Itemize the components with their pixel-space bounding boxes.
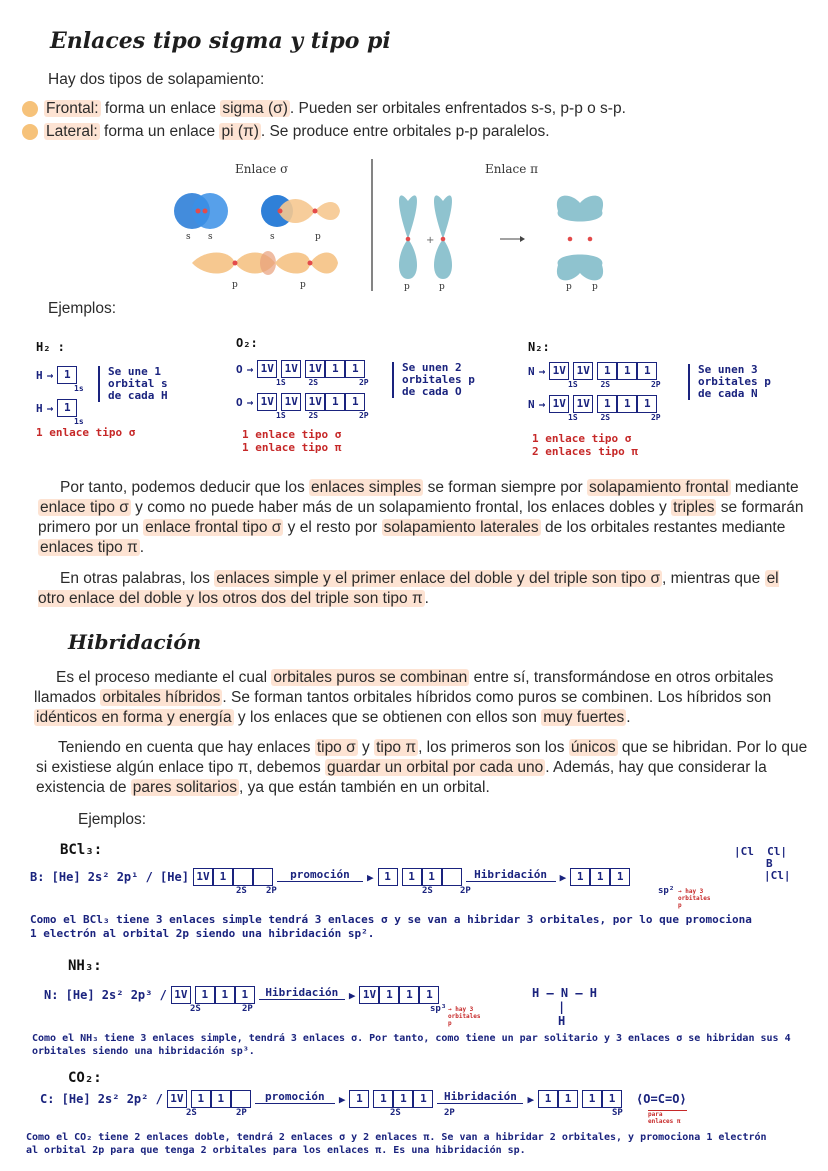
bullet-dot [22, 101, 38, 117]
pi-caption: Enlace π [485, 162, 539, 176]
paragraph-3: Es el proceso mediante el cual orbitales puros se combinan entre sí, transformándose en otros orbitales llamados orbitales híbridos . Se forman tantos orbitales híbridos como puros se combinen. Los híbridos son idénticos en forma y energía y los enlaces que se obtienen con ellos son muy fuertes . [34, 669, 774, 726]
paragraph-1: Por tanto, podemos deducir que los enlaces simples se forman siempre por solapamiento frontal mediante enlace tipo σ y como no puede haber más de un solapamiento frontal, los enlaces dobles y triples se formarán primero por un enlace frontal tipo σ y el resto por solapamiento laterales de los orbitales restantes mediante enlaces tipo π . [38, 479, 804, 556]
nh3-config: N: [He] 2s² 2p³ / 1V 1 1 1 Hibridación ▶ 1V 1 1 1 2S 2P sp³ → hay 3 orbitales p [44, 986, 481, 1028]
bcl3-config: B: [He] 2s² 2p¹ / [He] 1V 1 promoción ▶ 1 1 1 Hibridación ▶ 1 1 1 2S 2P 2S 2P sp² → hay 3 orbitales p [30, 868, 711, 910]
svg-text:p: p [439, 282, 445, 292]
svg-text:p: p [404, 282, 410, 292]
n2-red: 1 enlace tipo σ 2 enlaces tipo π [532, 432, 638, 458]
paragraph-2: En otras palabras, los enlaces simple y el primer enlace del doble y del triple son tipo σ , mientras que el otro enlace del doble y los otros dos del triple son tipo π . [38, 570, 779, 607]
ejemplos2-label: Ejemplos: [78, 811, 147, 828]
svg-text:p: p [300, 280, 306, 290]
bcl3-structure: |Cl Cl| B |Cl| [734, 845, 791, 882]
nh3-formula: NH₃: [68, 958, 102, 974]
h2-red: 1 enlace tipo σ [36, 426, 136, 439]
co2-formula: CO₂: [68, 1070, 102, 1086]
n2-formula: N₂: [528, 340, 550, 354]
nh3-structure: H – N – H | H [532, 986, 598, 1028]
n2-diagram: N → 1V 1V 1 1 1 1S 2S 2P N → 1V 1V 1 1 1 1S 2S 2P [528, 364, 661, 423]
nh3-desc: Como el NH₃ tiene 3 enlaces simple, tendrá 3 enlaces σ. Por tanto, como tiene un par solitario y 3 enlaces σ se hibridan sus 4 orbitales siendo una hibridación sp³. [32, 1033, 791, 1057]
ejemplos-label: Ejemplos: [48, 300, 117, 317]
o2-diagram: O → 1V 1V 1V 1 1 1S 2S 2P O → 1V 1V 1V 1 1 1S 2S 2P [236, 362, 369, 421]
page-title: Enlaces tipo sigma y tipo pi [50, 28, 391, 54]
bullet-lateral: Lateral: forma un enlace pi (π) . Se produce entre orbitales p-p paralelos. [46, 123, 550, 140]
svg-text:p: p [592, 282, 598, 292]
svg-text:s: s [186, 232, 191, 242]
bcl3-desc: Como el BCl₃ tiene 3 enlaces simple tendrá 3 enlaces σ y se van a hibridar 3 orbitales, por lo que promociona 1 electrón al orbital 2p siendo una hibridación sp². [30, 913, 752, 940]
n2-note: Se unen 3 orbitales p de cada N [688, 364, 771, 400]
intro-text: Hay dos tipos de solapamiento: [48, 71, 265, 88]
svg-text:p: p [232, 280, 238, 290]
svg-text:s: s [208, 232, 213, 242]
svg-text:+: + [426, 235, 435, 246]
bcl3-formula: BCl₃: [60, 842, 103, 858]
svg-text:p: p [315, 232, 321, 242]
h2-diagram: H → 1 1s H → 1 1s [36, 368, 84, 426]
co2-desc: Como el CO₂ tiene 2 enlaces doble, tendrá 2 enlaces σ y 2 enlaces π. Se van a hibridar 2 orbitales, y promociona 1 electrón al orbital 2p para que tenga 2 orbitales para los enlaces π. Es una hibridación sp. [26, 1132, 767, 1156]
orbital-figure-svg [160, 155, 660, 295]
svg-text:s: s [270, 232, 275, 242]
sigma-caption: Enlace σ [235, 162, 289, 176]
bullet-dot [22, 124, 38, 140]
co2-config: C: [He] 2s² 2p² / 1V 1 1 promoción ▶ 1 1 1 1 Hibridación ▶ 1 1 1 1 ⟨O=C=O⟩ 2S 2P 2S 2P SP para enlaces π [40, 1090, 687, 1126]
o2-red: 1 enlace tipo σ 1 enlace tipo π [242, 428, 342, 454]
hibridacion-title: Hibridación [68, 630, 202, 654]
bullet-frontal: Frontal: forma un enlace sigma (σ) . Pueden ser orbitales enfrentados s-s, p-p o s-p. [46, 100, 626, 117]
orbital-figure [160, 155, 660, 295]
svg-text:p: p [566, 282, 572, 292]
h2-note: Se une 1 orbital s de cada H [98, 366, 168, 402]
co2-structure: ⟨O=C=O⟩ [636, 1092, 687, 1107]
o2-formula: O₂: [236, 336, 258, 350]
paragraph-4: Teniendo en cuenta que hay enlaces tipo σ y tipo π , los primeros son los únicos que se hibridan. Por lo que si existiese algún enlace tipo π, debemos guardar un orbital por cada uno . Además, hay que considerar la existencia de pares solitarios , ya que están también en un orbital. [36, 739, 808, 796]
o2-note: Se unen 2 orbitales p de cada O [392, 362, 475, 398]
h2-formula: H₂ : [36, 340, 65, 354]
